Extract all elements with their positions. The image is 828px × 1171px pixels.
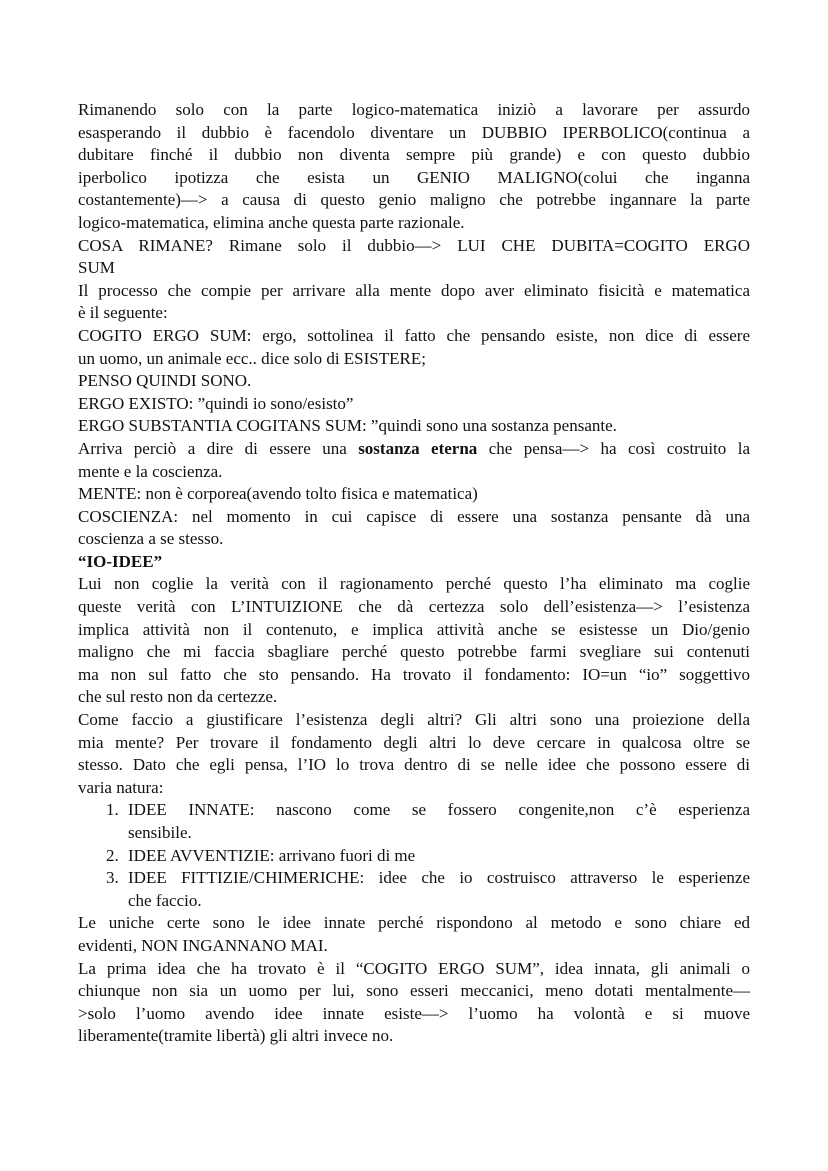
paragraph-idee-innate — [78, 912, 750, 957]
text-line: chiunque non sia un uomo per lui, sono esseri meccanici, meno dotati mentalmente— — [78, 981, 750, 1001]
paragraph-substantia: ERGO SUBSTANTIA COGITANS SUM: ”quindi sono una sostanza pensante. — [78, 416, 617, 436]
paragraph-coscienza — [78, 506, 750, 551]
paragraph-cosa-rimane — [78, 235, 750, 280]
text-run: che pensa—> ha così costruito la — [477, 438, 750, 458]
text-line: mia mente? Per trovare il fondamento degli altri lo deve cercare in qualcosa oltre se — [78, 732, 750, 752]
list-item — [78, 867, 750, 912]
list-number: 2. — [106, 845, 119, 865]
text-line: La prima idea che ha trovato è il “COGITO ERGO SUM”, idea innata, gli animali o — [78, 958, 750, 978]
text-line: stesso. Dato che egli pensa, l’IO lo trova dentro di se nelle idee che possono essere di — [78, 755, 750, 775]
text-line: queste verità con L’INTUIZIONE che dà certezza solo dell’esistenza—> l’esistenza — [78, 597, 750, 617]
text-line: maligno che mi faccia sbagliare perché questo potrebbe farmi svegliare sui contenuti — [78, 642, 750, 662]
list-item — [78, 845, 750, 868]
list-number: 1. — [106, 800, 119, 820]
text-line: coscienza a se stesso. — [78, 529, 224, 549]
text-line — [78, 438, 750, 461]
list-item — [78, 799, 750, 844]
text-line: IDEE FITTIZIE/CHIMERICHE: idee che io costruisco attraverso le esperienze — [128, 868, 750, 888]
paragraph-intuizione — [78, 573, 750, 709]
text-line: Rimanendo solo con la parte logico-matematica iniziò a lavorare per assurdo — [78, 100, 750, 119]
text-line: varia natura: — [78, 777, 164, 797]
text-line: IDEE AVVENTIZIE: arrivano fuori di me — [128, 845, 416, 865]
text-line: COSCIENZA: nel momento in cui capisce di essere una sostanza pensante dà una — [78, 506, 750, 526]
paragraph-altri — [78, 709, 750, 799]
text-line: implica attività non il contenuto, e implica attività anche se esistesse un Dio/genio — [78, 619, 750, 639]
bold-term: sostanza eterna — [358, 438, 478, 458]
text-line: ma non sul fatto che sto pensando. Ha trovato il fondamento: IO=un “io” soggettivo — [78, 664, 750, 684]
text-line: COSA RIMANE? Rimane solo il dubbio—> LUI CHE DUBITA=COGITO ERGO — [78, 235, 750, 255]
paragraph-prima-idea — [78, 958, 750, 1048]
text-line: Il processo che compie per arrivare alla mente dopo aver eliminato fisicità e matematica — [78, 280, 750, 300]
text-line: esasperando il dubbio è facendolo diventare un DUBBIO IPERBOLICO(continua a — [78, 122, 750, 142]
text-line: evidenti, NON INGANNANO MAI. — [78, 935, 328, 955]
section-heading: “IO-IDEE” — [78, 551, 163, 571]
paragraph-ergo-existo: ERGO EXISTO: ”quindi io sono/esisto” — [78, 393, 354, 413]
text-run: Arriva perciò a dire di essere una — [78, 438, 359, 458]
text-line: iperbolico ipotizza che esista un GENIO MALIGNO(colui che inganna — [78, 167, 750, 187]
text-line: logico-matematica, elimina anche questa parte razionale. — [78, 212, 465, 232]
paragraph-genio-maligno — [78, 99, 750, 235]
paragraph-processo — [78, 280, 750, 325]
text-line: mente e la coscienza. — [78, 461, 223, 481]
text-line: SUM — [78, 258, 115, 278]
document-page — [78, 99, 750, 1048]
text-line: dubitare finché il dubbio non diventa sempre più grande) e con questo dubbio — [78, 145, 750, 165]
text-line: un uomo, un animale ecc.. dice solo di ESISTERE; — [78, 348, 426, 368]
text-line: Lui non coglie la verità con il ragionamento perché questo l’ha eliminato ma coglie — [78, 574, 750, 594]
text-line: >solo l’uomo avendo idee innate esiste—> l’uomo ha volontà e si muove — [78, 1003, 750, 1023]
text-line: che sul resto non da certezze. — [78, 687, 278, 707]
paragraph-penso: PENSO QUINDI SONO. — [78, 371, 252, 391]
text-line: IDEE INNATE: nascono come se fossero congenite,non c’è esperienza — [128, 800, 750, 820]
ideas-list — [78, 799, 750, 912]
text-line: COGITO ERGO SUM: ergo, sottolinea il fatto che pensando esiste, non dice di essere — [78, 325, 750, 345]
text-line: sensibile. — [128, 823, 192, 842]
paragraph-cogito — [78, 325, 750, 370]
text-line: Come faccio a giustificare l’esistenza degli altri? Gli altri sono una proiezione della — [78, 710, 750, 730]
text-line: è il seguente: — [78, 303, 168, 323]
paragraph-sostanza-eterna — [78, 438, 750, 483]
paragraph-mente: MENTE: non è corporea(avendo tolto fisica e matematica) — [78, 484, 478, 504]
text-line: liberamente(tramite libertà) gli altri invece no. — [78, 1026, 394, 1046]
text-line: costantemente)—> a causa di questo genio maligno che potrebbe ingannare la parte — [78, 190, 750, 210]
text-line: che faccio. — [128, 890, 202, 910]
text-line: Le uniche certe sono le idee innate perché rispondono al metodo e sono chiare ed — [78, 913, 750, 933]
list-number: 3. — [106, 868, 119, 888]
